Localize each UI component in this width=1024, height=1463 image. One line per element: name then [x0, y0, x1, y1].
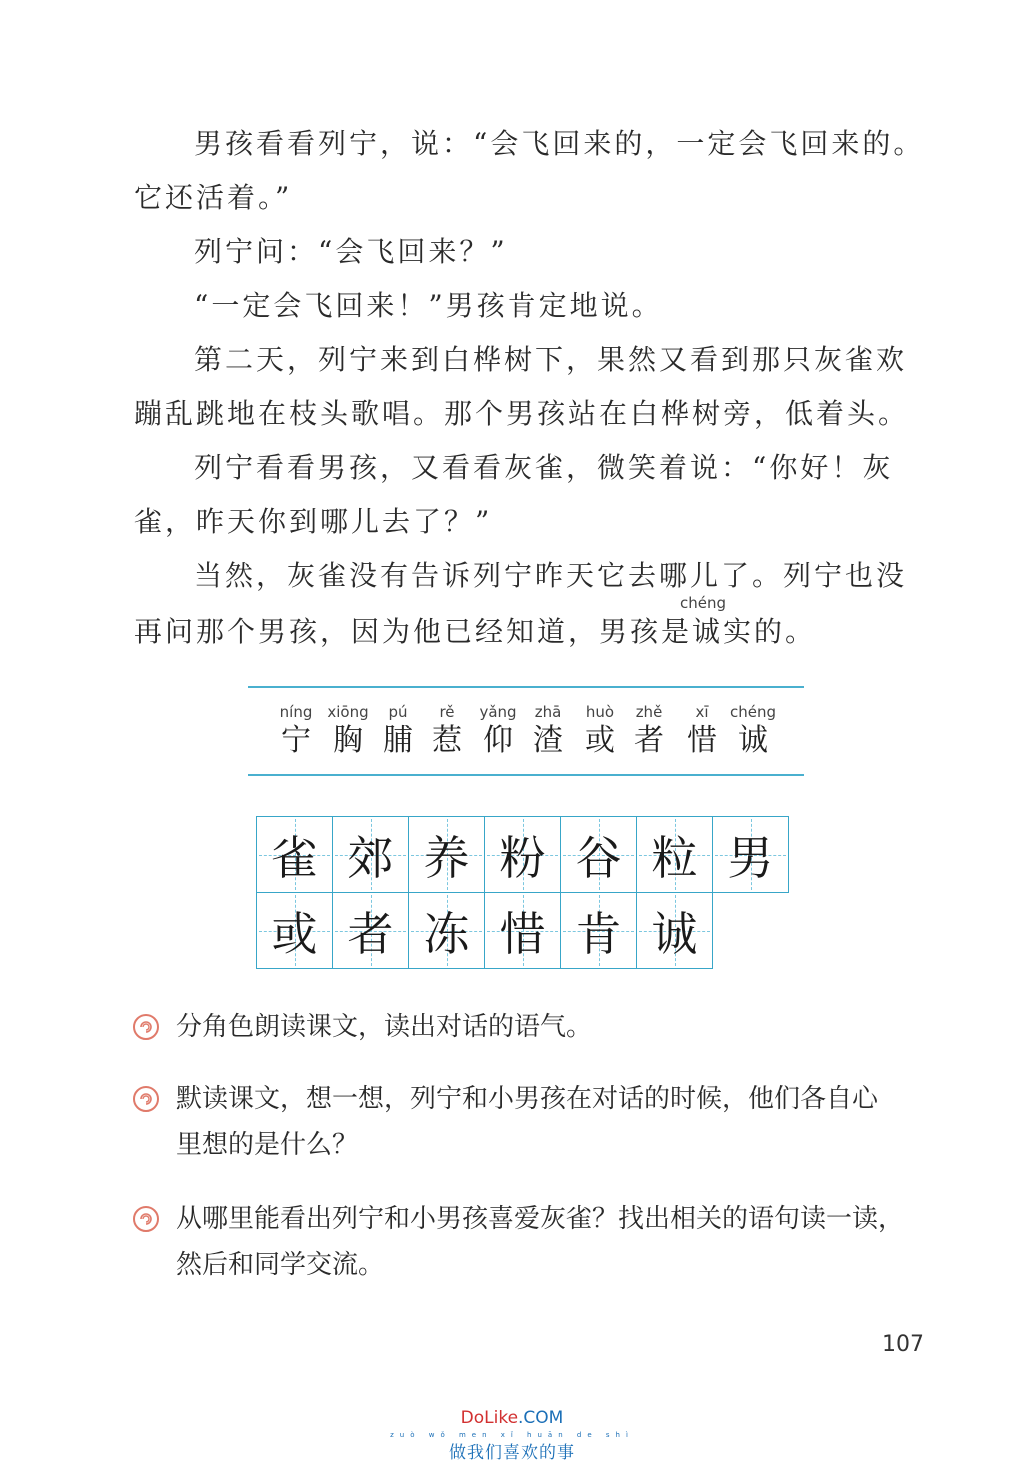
grid-character: 冻: [423, 906, 470, 961]
exercise-text: 然后和同学交流。: [176, 1250, 385, 1280]
grid-character: 者: [347, 906, 394, 961]
vocab-hanzi: 渣: [533, 723, 563, 758]
grid-cell: [408, 892, 485, 969]
story-line: 男孩看看列宁，说：“会飞回来的，一定会飞回来的。: [194, 127, 925, 160]
grid-cell: [408, 816, 485, 893]
grid-cell: [636, 892, 713, 969]
grid-cell: [256, 816, 333, 893]
watermark-logo-suffix: .COM: [518, 1408, 564, 1428]
grid-character: 或: [271, 906, 318, 961]
vocab-item: [518, 702, 578, 760]
vocab-pinyin: xī: [695, 703, 709, 721]
story-line: 列宁看看男孩，又看看灰雀，微笑着说：“你好！灰: [194, 451, 894, 484]
vocab-hanzi: 惹: [432, 723, 462, 758]
vocab-hanzi: 惜: [687, 723, 717, 758]
grid-cell: [560, 816, 637, 893]
grid-cell: [256, 892, 333, 969]
grid-cell: [484, 892, 561, 969]
vocab-item: [266, 702, 326, 760]
story-line: 雀，昨天你到哪儿去了？”: [134, 505, 493, 538]
grid-character: 肯: [575, 906, 622, 961]
story-line: 再问那个男孩，因为他已经知道，男孩是诚实的。: [134, 615, 817, 648]
ruby-pinyin: chéng: [680, 594, 727, 612]
grid-cell: [332, 816, 409, 893]
grid-character: 郊: [347, 830, 394, 885]
vocab-hanzi: 仰: [483, 723, 513, 758]
exercise-text: 分角色朗读课文，读出对话的语气。: [176, 1012, 593, 1042]
vocab-pinyin: zhā: [534, 703, 562, 721]
grid-character: 惜: [499, 906, 546, 961]
exercise-1: [132, 1004, 932, 1050]
story-line: 它还活着。”: [134, 181, 293, 214]
vocab-pinyin: huò: [585, 703, 615, 721]
vocab-hanzi: 或: [585, 723, 615, 758]
vocab-item: [619, 702, 679, 760]
grid-cell: [484, 816, 561, 893]
vocab-hanzi: 脯: [383, 723, 413, 758]
exercise-bullet-icon: [132, 1013, 160, 1041]
grid-character: 粉: [499, 830, 546, 885]
watermark-slogan: 做我们喜欢的事: [449, 1443, 575, 1463]
exercise-3: [132, 1196, 932, 1288]
grid-cell: [636, 816, 713, 893]
vocab-pinyin: níng: [279, 703, 313, 721]
vocab-hanzi: 胸: [333, 723, 363, 758]
watermark-pinyin: zuò wǒ men xǐ huān de shì: [390, 1431, 634, 1439]
vocab-pinyin: zhě: [635, 703, 663, 721]
writing-grid-row-2: [257, 892, 713, 969]
story-line: 当然，灰雀没有告诉列宁昨天它去哪儿了。列宁也没: [194, 559, 908, 592]
grid-character: 粒: [651, 830, 698, 885]
vocabulary-box: [248, 686, 804, 776]
exercise-text: 里想的是什么？: [176, 1130, 359, 1160]
vocab-pinyin: pú: [388, 703, 408, 721]
grid-character: 雀: [271, 830, 318, 885]
exercise-2: [132, 1076, 932, 1168]
grid-cell: [560, 892, 637, 969]
grid-character: 男: [727, 830, 774, 885]
story-line: 蹦乱跳地在枝头歌唱。那个男孩站在白桦树旁，低着头。: [134, 397, 910, 430]
writing-grid-row-1: [257, 816, 789, 893]
story-line: 列宁问：“会飞回来？”: [194, 235, 508, 268]
vocab-pinyin: chéng: [729, 703, 776, 721]
vocab-item: [723, 702, 783, 760]
grid-character: 养: [423, 830, 470, 885]
story-line: “一定会飞回来！”男孩肯定地说。: [194, 289, 663, 322]
watermark-logo-main: DoLike: [460, 1408, 519, 1428]
vocab-hanzi: 诚: [738, 723, 768, 758]
exercise-bullet-icon: [132, 1085, 160, 1113]
vocab-pinyin: yǎng: [479, 703, 517, 721]
exercise-text: 默读课文，想一想，列宁和小男孩在对话的时候，他们各自心: [176, 1084, 879, 1114]
watermark-logo: [0, 1408, 1024, 1428]
vocab-hanzi: 宁: [281, 723, 311, 758]
grid-cell: [712, 816, 789, 893]
grid-character: 谷: [575, 830, 622, 885]
vocab-hanzi: 者: [634, 723, 664, 758]
exercise-bullet-icon: [132, 1205, 160, 1233]
vocab-pinyin: xiōng: [327, 703, 369, 721]
story-line: 第二天，列宁来到白桦树下，果然又看到那只灰雀欢: [194, 343, 908, 376]
vocab-pinyin: rě: [439, 703, 455, 721]
grid-character: 诚: [651, 906, 698, 961]
grid-cell: [332, 892, 409, 969]
page-number: 107: [882, 1332, 924, 1357]
exercise-text: 从哪里能看出列宁和小男孩喜爱灰雀？找出相关的语句读一读，: [176, 1204, 905, 1234]
